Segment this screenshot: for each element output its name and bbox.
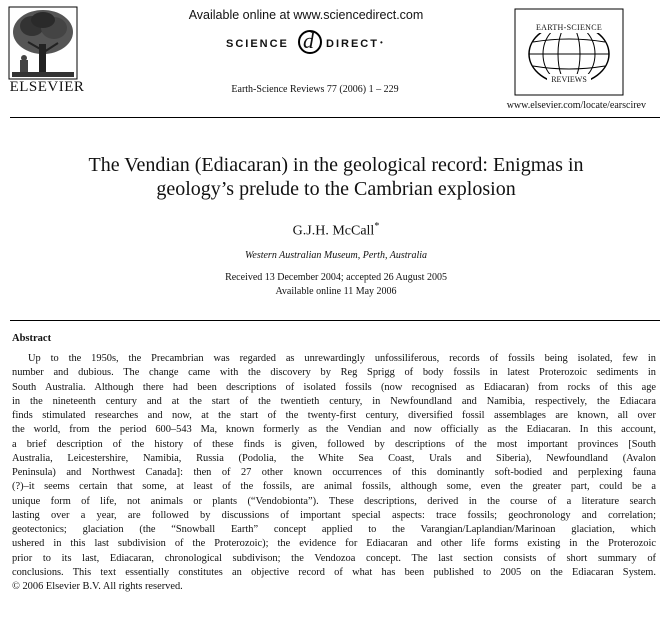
abstract-line: South Australia. Although there had been descriptions of isolated fossils (now recognised as Ediacaran) from rocks of this age: [12, 381, 656, 393]
abstract-line: prior to its last, Ediacaran, chronological subdivison; the Vendozoa concept. The last section consists of short summary of: [12, 552, 656, 564]
abstract-line: lasting over a year, are followed by discussions of important special aspects: trace fossils; geochronology and correlation;: [12, 509, 656, 521]
abstract-heading: Abstract: [12, 333, 52, 344]
sd-logo-right: DIRECT: [326, 38, 379, 50]
abstract-line: Peninsula) and Northwest Canada]: then of 27 other known occurrences of this dominantly soft-bodied and perplexing fauna: [12, 467, 656, 478]
author-name[interactable]: G.J.H. McCall: [292, 223, 375, 239]
header-divider: [10, 117, 660, 118]
abstract-line: Up to the 1950s, the Precambrian was regarded as unrewardingly unfossiliferous, records of fossils being isolated, few in: [28, 353, 656, 364]
corresponding-author-mark[interactable]: *: [374, 221, 380, 232]
journal-logo-bottom-text: REVIEWS: [551, 75, 587, 84]
abstract-body: [12, 352, 656, 594]
sd-logo-d: d: [303, 28, 314, 53]
abstract-line: in the nineteenth century and at the start of the twentieth century, in Newfoundland and Namibia, respectively, the Ediacara: [12, 395, 656, 407]
title-line-2: geology’s prelude to the Cambrian explosion: [156, 178, 516, 200]
abstract-line: finds stimulated researches and now, at the start of the twenty-first century, diversified fossil assemblages are known, all over: [12, 410, 656, 421]
abstract-line: geotectonics; glaciation (the “Snowball Earth” concept applied to the Varangian/Laplandian/Marinoan glaciation, which: [12, 524, 656, 535]
abstract-line: the world, from the period 600–543 Ma, known formerly as the Vendian and now officially as the Ediacaran. In this account,: [12, 424, 656, 436]
sd-logo-dot: •: [380, 38, 383, 47]
abstract-line: conclusions. This text essentially constitutes an objective record of what has been published to 2005 on the Ediacaran System.: [12, 566, 656, 578]
sd-logo-left: SCIENCE: [226, 38, 289, 50]
abstract-line: a brief description of the history of these finds is given, followed by descriptions of the most important provinces [South: [12, 438, 656, 450]
elsevier-tree-logo: [8, 6, 78, 80]
author-affiliation: Western Australian Museum, Perth, Australia: [244, 250, 428, 261]
abstract-line: number and dubious. The change came with the discovery by Reg Sprigg of body fossils in latest Proterozoic sediments in: [12, 367, 656, 379]
available-online-text: Available online at www.sciencedirect.com: [188, 8, 424, 22]
sciencedirect-logo: [226, 30, 396, 58]
abstract-line: unique form of life, not animals or plants (“Vendobionta”). These descriptions, derived in the course of a literature search: [12, 495, 656, 507]
abstract-line: (?)–it seems certain that some, at least of the fossils, are animal fossils, although some, even the greater part, could be a: [12, 481, 656, 493]
journal-url-link[interactable]: www.elsevier.com/locate/earscirev: [506, 100, 646, 111]
author: [120, 221, 552, 240]
abstract-divider: [10, 320, 660, 321]
abstract-line: ushered in this last subdivision of the Proterozoic); the evidence for Ediacaran and other life forms existing in the Proterozoic: [12, 538, 656, 550]
copyright-line: © 2006 Elsevier B.V. All rights reserved.: [12, 581, 183, 592]
article-title: [20, 153, 652, 201]
abstract-line: Australia, Leicestershire, Namibia, Russia (Podolia, the White Sea Coast, Urals and Siberia), Newfoundland (Avalon: [12, 452, 656, 464]
journal-cover-logo: [514, 8, 624, 96]
publisher-name: ELSEVIER: [9, 79, 85, 95]
title-line-1: The Vendian (Ediacaran) in the geological record: Enigmas in: [88, 154, 584, 176]
online-date: Available online 11 May 2006: [275, 286, 397, 297]
journal-reference: Earth-Science Reviews 77 (2006) 1 – 229: [231, 84, 399, 95]
received-dates: Received 13 December 2004; accepted 26 August 2005: [225, 272, 447, 283]
journal-logo-top-text: EARTH-SCIENCE: [535, 23, 603, 32]
